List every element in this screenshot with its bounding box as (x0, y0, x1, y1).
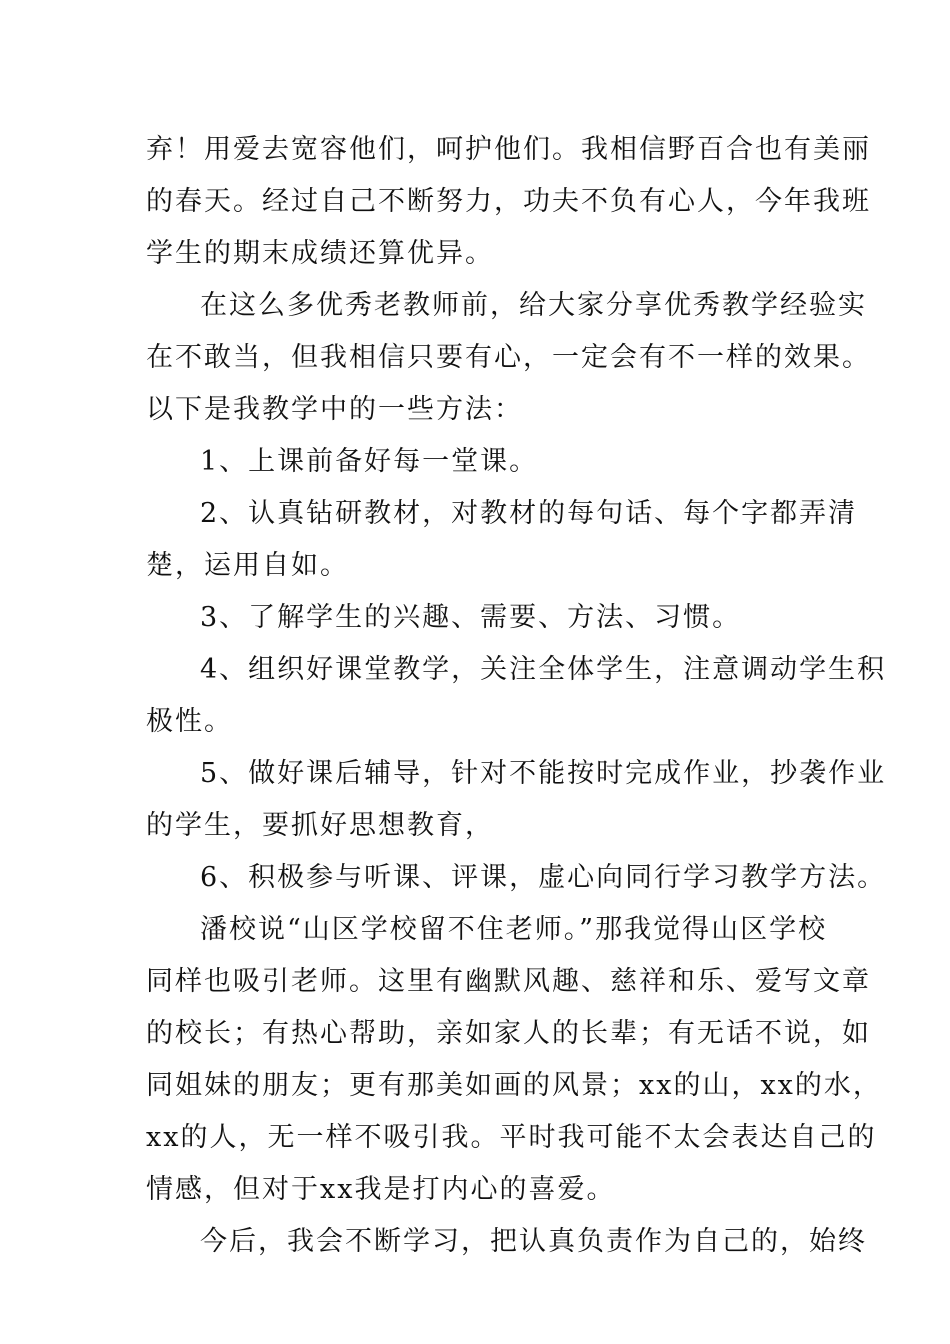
text-line: 情感，但对于xx我是打内心的喜爱。 (146, 1174, 616, 1205)
text-line: 极性。 (146, 706, 233, 737)
paragraph-start-line: 今后，我会不断学习，把认真负责作为自己的，始终 (200, 1226, 867, 1257)
list-item-5: 5、做好课后辅导，针对不能按时完成作业，抄袭作业 (200, 758, 887, 789)
text-line: 在不敢当，但我相信只要有心，一定会有不一样的效果。 (146, 342, 871, 373)
text-line: 楚，运用自如。 (146, 550, 349, 581)
text-line: 的学生，要抓好思想教育， (146, 810, 494, 841)
text-line: 弃！用爱去宽容他们，呵护他们。我相信野百合也有美丽 (146, 134, 871, 165)
list-item-6: 6、积极参与听课、评课，虚心向同行学习教学方法。 (200, 862, 887, 893)
text-line: 的校长；有热心帮助，亲如家人的长辈；有无话不说，如 (146, 1018, 871, 1049)
paragraph-start-line: 在这么多优秀老教师前，给大家分享优秀教学经验实 (200, 290, 867, 321)
list-item-4: 4、组织好课堂教学，关注全体学生，注意调动学生积 (200, 654, 887, 685)
text-line: 以下是我教学中的一些方法： (146, 394, 523, 425)
body-text (146, 124, 887, 1268)
list-item-3: 3、了解学生的兴趣、需要、方法、习惯。 (200, 602, 742, 633)
text-line: 同样也吸引老师。这里有幽默风趣、慈祥和乐、爱写文章 (146, 966, 871, 997)
list-item-2: 2、认真钻研教材，对教材的每句话、每个字都弄清 (200, 498, 858, 529)
paragraph-start-line: 潘校说“山区学校留不住老师。”那我觉得山区学校 (200, 914, 828, 945)
text-line: 学生的期末成绩还算优异。 (146, 238, 494, 269)
text-line: 同姐妹的朋友；更有那美如画的风景；xx的山，xx的水， (146, 1070, 882, 1101)
text-line: 的春天。经过自己不断努力，功夫不负有心人，今年我班 (146, 186, 871, 217)
text-line: xx的人，无一样不吸引我。平时我可能不太会表达自己的 (146, 1122, 877, 1153)
list-item-1: 1、上课前备好每一堂课。 (200, 446, 539, 477)
